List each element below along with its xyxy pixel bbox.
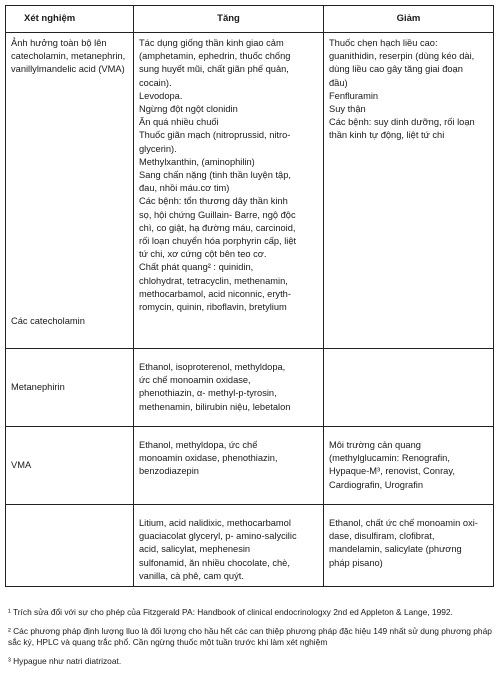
list-item: rối loạn chuyển hóa porphyrin cấp, liệt bbox=[139, 236, 297, 247]
list-item: Môi trường cản quang bbox=[329, 440, 421, 450]
test-label-line: catecholamin, metanephrin, bbox=[11, 51, 126, 62]
list-item: Litium, acid nalidixic, methocarbamol bbox=[139, 518, 291, 528]
list-item: Fenfluramin bbox=[329, 90, 379, 101]
table-row bbox=[6, 349, 494, 427]
footnotes bbox=[8, 607, 494, 674]
decrease-cell bbox=[324, 427, 494, 505]
list-item: romycin, quinin, riboflavin, bretylium bbox=[139, 302, 287, 313]
list-item: Ăn quá nhiều chuối bbox=[139, 117, 219, 128]
list-item: ức chế monoamin oxidase, bbox=[139, 375, 251, 386]
list-item: Thuốc giãn mạch (nitroprussid, nitro- bbox=[139, 130, 291, 141]
list-item: tứ chi, xơ cứng cột bên teo cơ. bbox=[139, 249, 267, 260]
list-item: guaciacolat glyceryl, p- amino-salycilic bbox=[139, 531, 297, 542]
list-item: Sang chấn nặng (tinh thần luyện tập, bbox=[139, 170, 291, 181]
decrease-cell bbox=[324, 505, 494, 587]
list-item: (methylglucamin: Renografin, bbox=[329, 453, 450, 464]
list-item: cocain). bbox=[139, 77, 172, 88]
table-row bbox=[6, 33, 494, 349]
list-item: mandelamin, salicylate (phương bbox=[329, 544, 462, 555]
list-item: methenamin, bilirubin niệu, lebetalon bbox=[139, 401, 291, 412]
list-item: dase, disulfiram, clofibrat, bbox=[329, 531, 435, 542]
list-item: glycerin). bbox=[139, 143, 177, 154]
list-item: Cardiografin, Urografin bbox=[329, 479, 424, 490]
test-label-line: vanillylmandelic acid (VMA) bbox=[11, 64, 125, 75]
list-item: Tác dụng giống thần kinh giao cảm bbox=[139, 38, 284, 48]
list-item: acid, salicylat, mephenesin bbox=[139, 544, 251, 555]
header-increase: Tăng bbox=[134, 6, 324, 33]
test-cell-empty bbox=[6, 505, 134, 587]
test-cell-vma bbox=[6, 427, 134, 505]
table-header-row bbox=[6, 6, 494, 33]
table-row bbox=[6, 427, 494, 505]
list-item: Thuốc chẹn hạch liều cao: bbox=[329, 38, 438, 48]
test-cell-catecholamin bbox=[6, 33, 134, 349]
decrease-cell bbox=[324, 349, 494, 427]
list-item: methocarbamol, acid niconnic, eryth- bbox=[139, 288, 291, 299]
header-decrease: Giảm bbox=[324, 6, 494, 33]
list-item: đầu) bbox=[329, 77, 348, 88]
list-item: sulfonamid, ăn nhiều chocolate, chè, bbox=[139, 557, 290, 568]
test-label-line: Ảnh hưởng toàn bộ lên bbox=[11, 38, 107, 48]
list-item: Methylxanthin, (aminophilin) bbox=[139, 156, 255, 167]
footnote: ¹ Trích sửa đổi với sự cho phép của Fitzgerald PA: Handbook of clinical endocrinologxy 2nd ed Appleton & Lange, 1992. bbox=[8, 607, 453, 617]
increase-cell bbox=[134, 427, 324, 505]
increase-cell bbox=[134, 349, 324, 427]
list-item: Levodopa. bbox=[139, 90, 183, 101]
list-item: sọ, hội chứng Guillain- Barre, ngộ độc bbox=[139, 209, 296, 220]
list-item: Ethanol, isoproterenol, methyldopa, bbox=[139, 362, 286, 372]
list-item: thần kinh tự động, liệt tứ chi bbox=[329, 130, 445, 141]
footnote: ³ Hypague như natri diatrizoat. bbox=[8, 655, 122, 666]
list-item: Chất phát quang² : quinidin, bbox=[139, 262, 254, 273]
list-item: chlohydrat, tetracyclin, methenamin, bbox=[139, 275, 288, 286]
header-test: Xét nghiệm bbox=[6, 6, 134, 33]
list-item: đau, nhồi máu.cơ tim) bbox=[139, 183, 230, 194]
list-item: pháp pisano) bbox=[329, 557, 383, 568]
list-item: benzodiazepin bbox=[139, 466, 199, 477]
table-row bbox=[6, 505, 494, 587]
increase-cell bbox=[134, 33, 324, 349]
list-item: Các bệnh: tổn thương dây thần kinh bbox=[139, 196, 288, 207]
lab-test-table bbox=[5, 5, 494, 587]
list-item: Hypaque-M³, renovist, Conray, bbox=[329, 466, 455, 477]
list-item: Ethanol, methyldopa, ức chế bbox=[139, 440, 258, 450]
list-item: (amphetamin, ephedrin, thuốc chống bbox=[139, 51, 291, 62]
decrease-cell bbox=[324, 33, 494, 349]
list-item: vanilla, cà phê, cam quýt. bbox=[139, 570, 244, 581]
list-item: guanithidin, reserpin (dùng kéo dài, bbox=[329, 51, 475, 62]
footnote: ² Các phương pháp định lượng lluo là đối lượng cho hầu hết các can thiệp phương pháp đặc hiệu 149 nhất sử dụng phương pháp sắc ký, HPLC và quang trắc phổ. Cần ngừng thuốc một tuần trước khi làm xét nghiệm bbox=[8, 625, 492, 647]
list-item: Ngừng đột ngột clonidin bbox=[139, 104, 238, 115]
list-item: Các bệnh: suy dinh dưỡng, rối loạn bbox=[329, 117, 475, 128]
list-item: dùng liều cao gây tăng giai đoạn bbox=[329, 64, 463, 75]
test-label: VMA bbox=[11, 459, 32, 470]
list-item: Suy thận bbox=[329, 104, 366, 115]
test-label: Các catecholamin bbox=[11, 316, 85, 326]
list-item: monoamin oxidase, phenothiazin, bbox=[139, 453, 278, 464]
increase-cell bbox=[134, 505, 324, 587]
test-label: Metanephirin bbox=[11, 381, 65, 392]
list-item: phenothiazin, α- methyl-p-tyrosin, bbox=[139, 388, 277, 399]
list-item: chì, co giật, hạ đường máu, carcinoid, bbox=[139, 222, 296, 233]
list-item: sung huyết mũi, chất giãn phế quản, bbox=[139, 64, 289, 75]
list-item: Ethanol, chất ức chế monoamin oxi- bbox=[329, 518, 478, 528]
test-cell-metanephirin bbox=[6, 349, 134, 427]
